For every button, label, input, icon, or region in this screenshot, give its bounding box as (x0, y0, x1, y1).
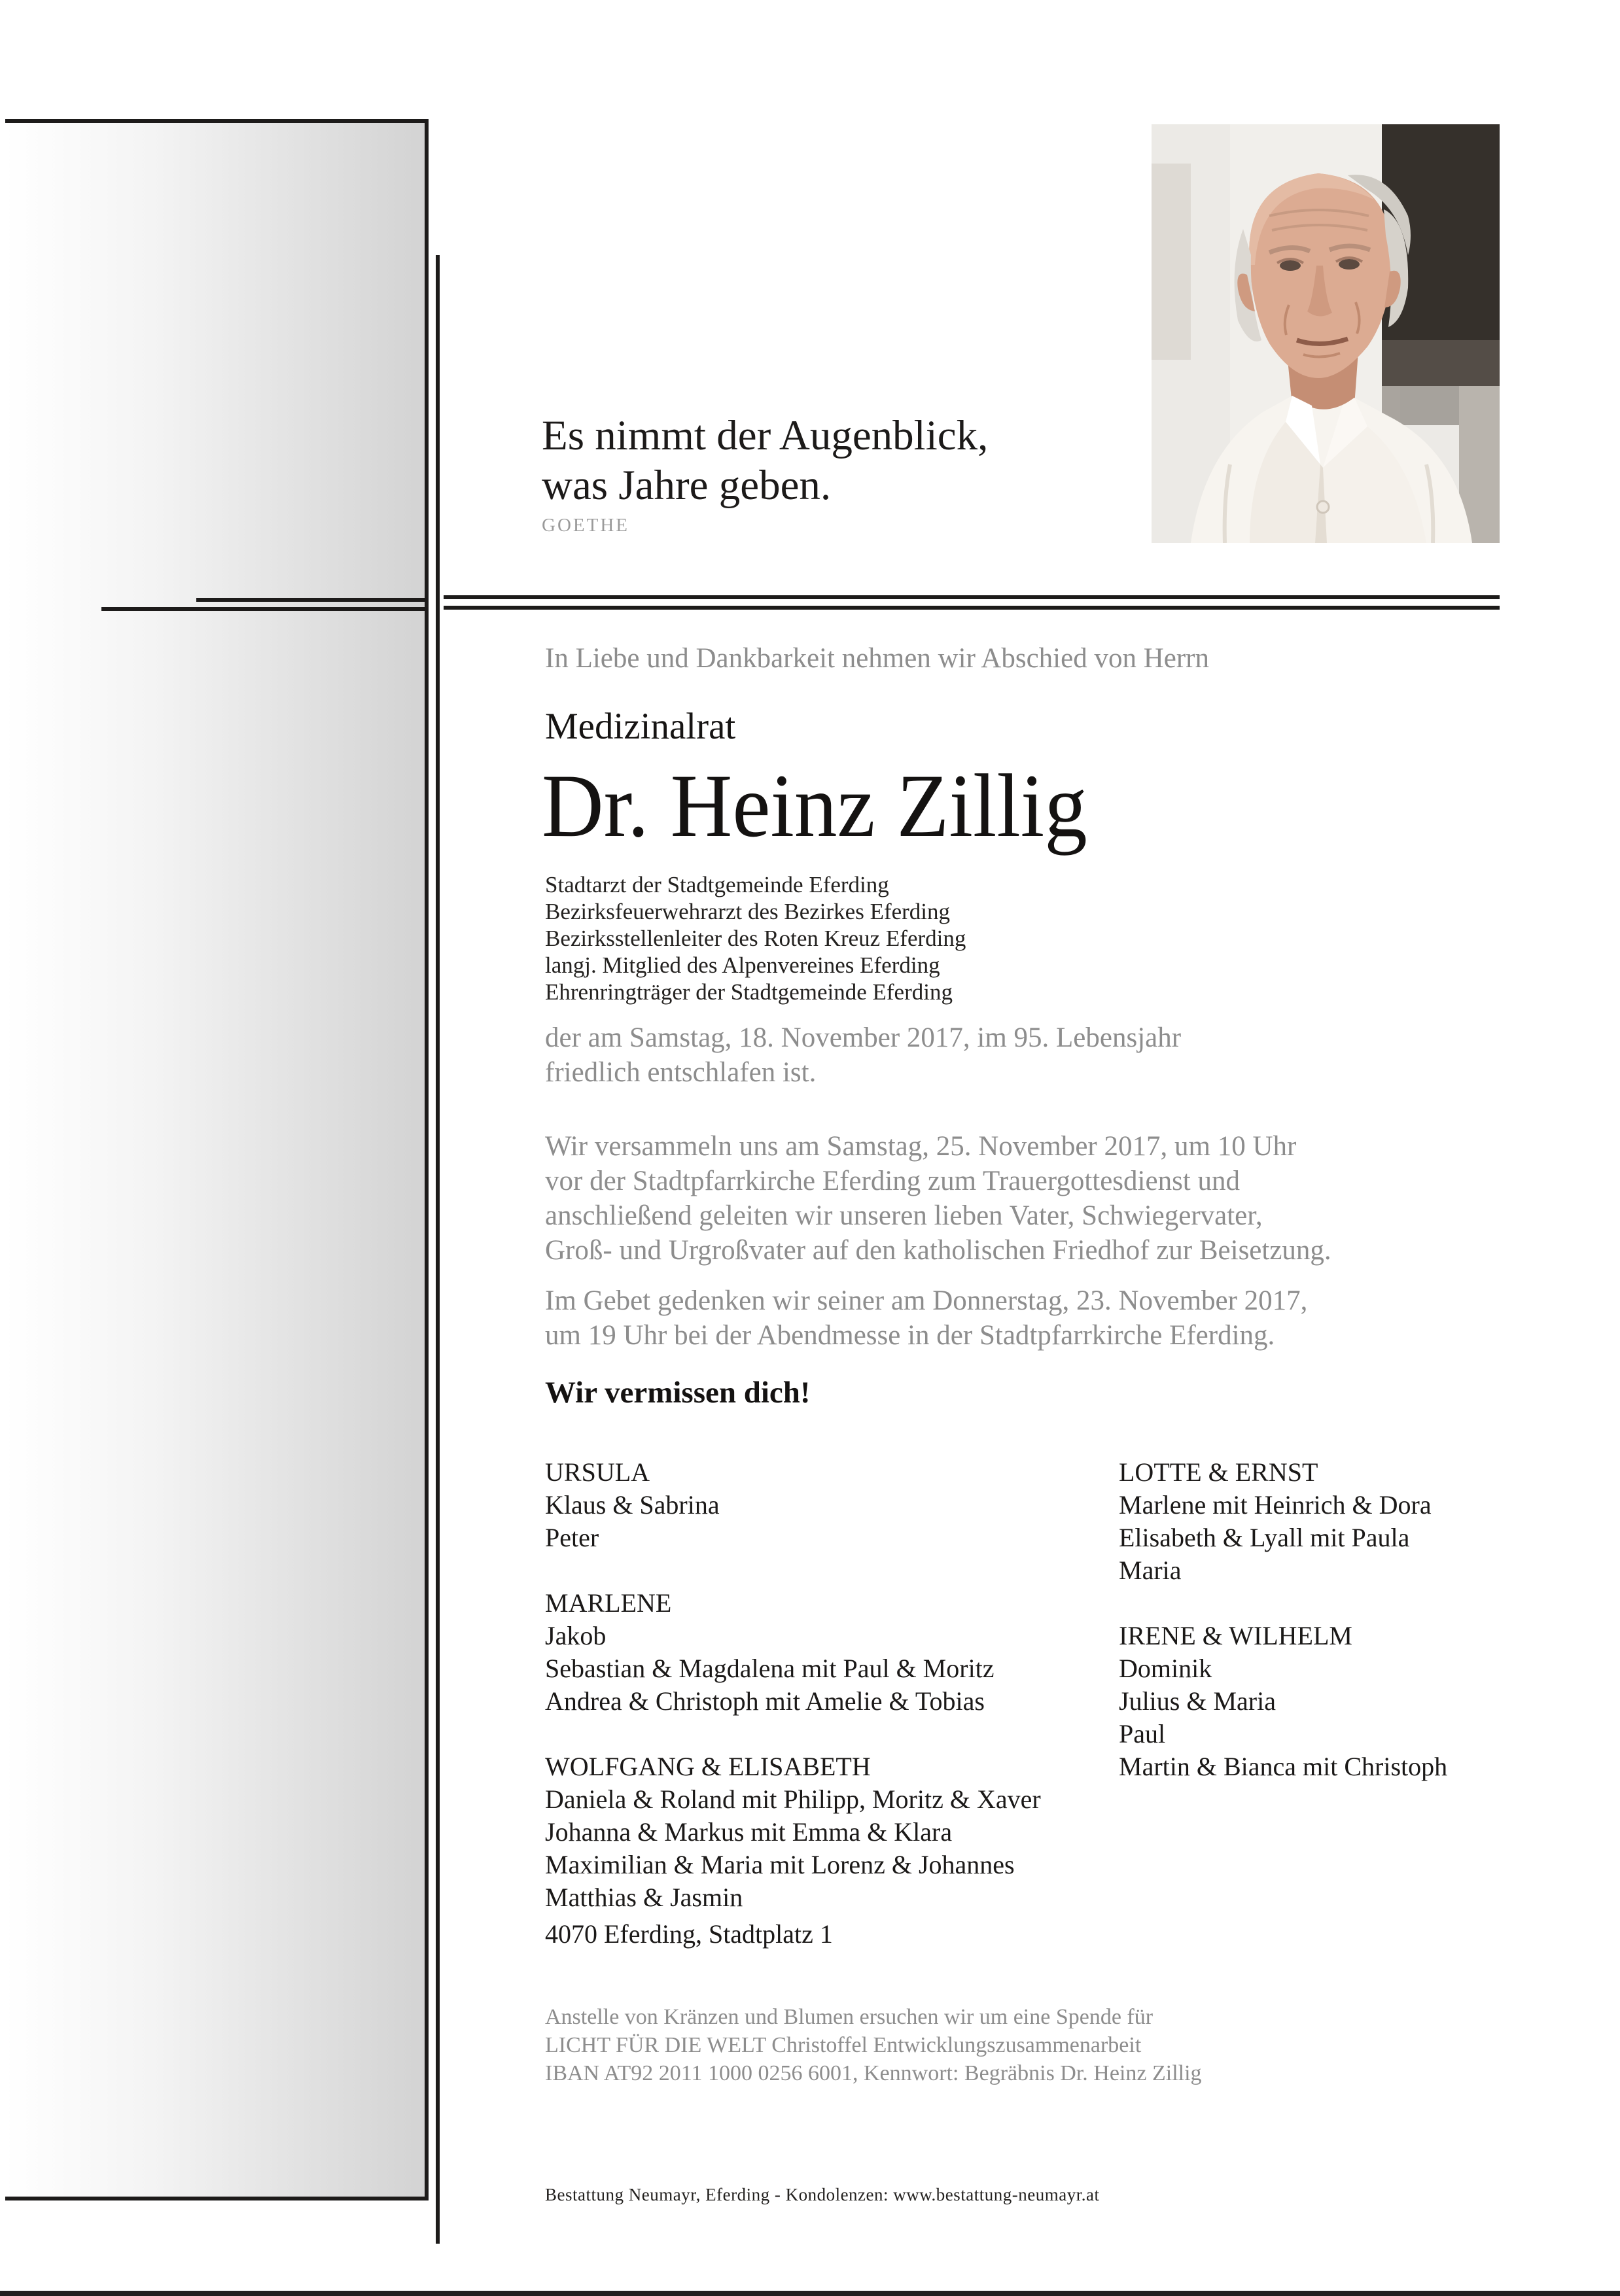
mourner-line: Elisabeth & Lyall mit Paula (1119, 1523, 1410, 1552)
mourner-line: Jakob (545, 1621, 607, 1650)
mourner-group (1119, 1456, 1447, 1587)
cross-line-right-lower (444, 606, 1500, 610)
mourner-line: Sebastian & Magdalena mit Paul & Moritz (545, 1654, 995, 1683)
role-line: Bezirksfeuerwehrarzt des Bezirkes Eferding (545, 899, 951, 924)
cross-line-left-upper (196, 598, 427, 602)
cross-line-left-lower (101, 607, 427, 611)
intro-line: In Liebe und Dankbarkeit nehmen wir Abschied von Herrn (545, 643, 1209, 674)
prayer-line: um 19 Uhr bei der Abendmesse in der Stadtpfarrkirche Eferding. (545, 1320, 1275, 1351)
mourner-line: MARLENE (545, 1588, 672, 1618)
mourner-group (545, 1750, 1041, 1914)
mourner-line: Marlene mit Heinrich & Dora (1119, 1490, 1432, 1520)
mourner-line: Martin & Bianca mit Christoph (1119, 1752, 1448, 1781)
mourner-line: Maria (1119, 1556, 1182, 1585)
bottom-edge-line (0, 2291, 1620, 2296)
mourner-line: Dominik (1119, 1654, 1212, 1683)
death-line: der am Samstag, 18. November 2017, im 95. Lebensjahr (545, 1022, 1182, 1053)
portrait-photo (1152, 124, 1500, 543)
quote-attribution: GOETHE (542, 515, 629, 536)
mourner-line: Klaus & Sabrina (545, 1490, 720, 1520)
quote-line-1: Es nimmt der Augenblick, (542, 412, 989, 459)
mourner-line: Andrea & Christoph mit Amelie & Tobias (545, 1686, 985, 1716)
cross-line-right-upper (444, 595, 1500, 599)
prayer-line: Im Gebet gedenken wir seiner am Donnerstag, 23. November 2017, (545, 1285, 1308, 1316)
role-line: Ehrenringträger der Stadtgemeinde Eferding (545, 979, 953, 1005)
mourner-line: Maximilian & Maria mit Lorenz & Johannes (545, 1850, 1015, 1879)
address-line: 4070 Eferding, Stadtplatz 1 (545, 1919, 833, 1949)
mourner-line: LOTTE & ERNST (1119, 1457, 1318, 1487)
donation-line: LICHT FÜR DIE WELT Christoffel Entwicklungszusammenarbeit (545, 2033, 1142, 2057)
funeral-line: vor der Stadtpfarrkirche Eferding zum Trauergottesdienst und (545, 1166, 1241, 1196)
mourners-right-column (1119, 1456, 1447, 1816)
deceased-roles (545, 871, 966, 1005)
funeral-notice (545, 1129, 1331, 1268)
mourner-line: Peter (545, 1523, 599, 1552)
role-line: Stadtarzt der Stadtgemeinde Eferding (545, 872, 889, 897)
quote-block (542, 411, 988, 536)
mourner-line: Julius & Maria (1119, 1686, 1276, 1716)
mourners-left-column (545, 1456, 1041, 1947)
mourner-line: URSULA (545, 1457, 650, 1487)
death-line: friedlich entschlafen ist. (545, 1057, 817, 1088)
donation-line: Anstelle von Kränzen und Blumen ersuchen wir um eine Spende für (545, 2005, 1153, 2029)
gradient-side-panel (5, 119, 429, 2200)
mourner-line: Daniela & Roland mit Philipp, Moritz & Xaver (545, 1784, 1041, 1814)
quote-line-2: was Jahre geben. (542, 462, 832, 509)
funeral-line: anschließend geleiten wir unseren lieben Vater, Schwiegervater, (545, 1200, 1263, 1231)
mourner-line: IRENE & WILHELM (1119, 1621, 1352, 1650)
donation-line: IBAN AT92 2011 1000 0256 6001, Kennwort: Begräbnis Dr. Heinz Zillig (545, 2061, 1202, 2085)
funeral-line: Groß- und Urgroßvater auf den katholischen Friedhof zur Beisetzung. (545, 1235, 1331, 1266)
funeral-home-footer: Bestattung Neumayr, Eferding - Kondolenzen: www.bestattung-neumayr.at (545, 2185, 1100, 2204)
mourner-line: Paul (1119, 1719, 1166, 1748)
prayer-notice (545, 1283, 1307, 1353)
mourner-group (545, 1587, 1041, 1718)
mourner-line: Matthias & Jasmin (545, 1883, 743, 1912)
mourner-line: Johanna & Markus mit Emma & Klara (545, 1817, 953, 1847)
deceased-name: Dr. Heinz Zillig (542, 756, 1087, 856)
donation-notice (545, 2003, 1202, 2087)
vertical-rule (436, 255, 440, 2244)
role-line: langj. Mitglied des Alpenvereines Eferding (545, 952, 940, 978)
farewell-line: Wir vermissen dich! (545, 1376, 811, 1410)
mourner-line: WOLFGANG & ELISABETH (545, 1752, 871, 1781)
death-notice (545, 1020, 1181, 1090)
portrait-illustration (1152, 124, 1500, 543)
role-line: Bezirksstellenleiter des Roten Kreuz Eferding (545, 926, 966, 951)
mourner-group (1119, 1620, 1447, 1783)
deceased-title: Medizinalrat (545, 706, 736, 747)
mourner-group (545, 1456, 1041, 1554)
funeral-line: Wir versammeln uns am Samstag, 25. November 2017, um 10 Uhr (545, 1131, 1297, 1162)
